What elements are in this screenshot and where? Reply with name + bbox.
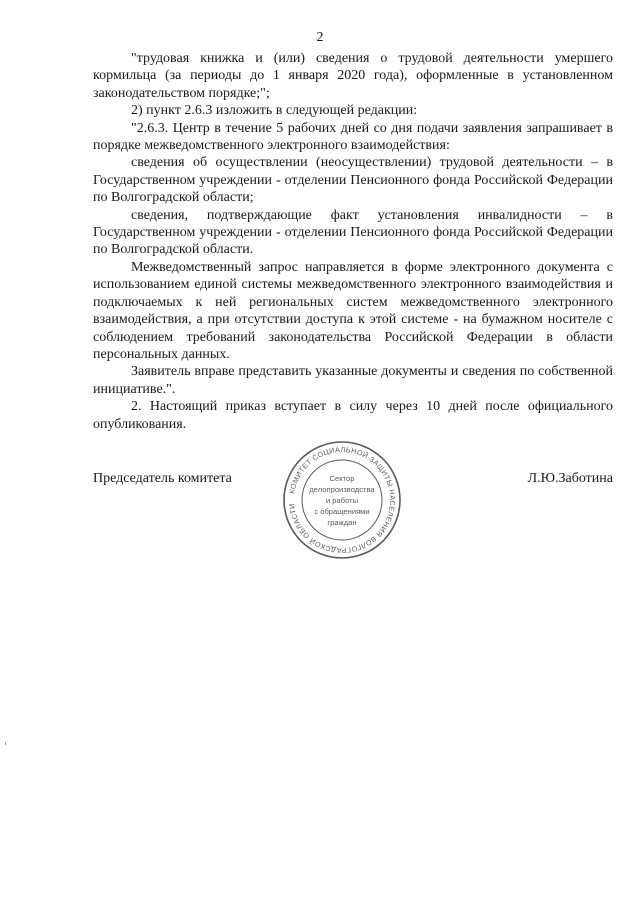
stamp-center-line-2: делопроизводства: [309, 485, 375, 494]
signer-name: Л.Ю.Заботина: [527, 471, 613, 486]
stamp-center-line-5: граждан: [327, 518, 357, 527]
paragraph-workbook: "трудовая книжка и (или) сведения о трудовой деятельности умершего кормильца (за периоды до 1 января 2020 года), оформленные в установленном законодательством порядке;";: [93, 51, 613, 101]
paragraph-applicant-right: Заявитель вправе представить указанные документы и сведения по собственной инициативе.".: [93, 364, 613, 397]
paragraph-clause-2-6-3-intro: 2) пункт 2.6.3 изложить в следующей редакции:: [131, 103, 418, 119]
stamp-center-line-3: и работы: [325, 496, 359, 505]
page-number: 2: [316, 30, 324, 45]
stamp-ring-textpath: КОМИТЕТ СОЦИАЛЬНОЙ ЗАЩИТЫ НАСЕЛЕНИЯ ВОЛГОГРАДСКОЙ ОБЛАСТИ: [287, 444, 398, 556]
signer-title: Председатель комитета: [93, 471, 232, 486]
paragraph-clause-2-6-3: "2.6.3. Центр в течение 5 рабочих дней со дня подачи заявления запрашивает в порядке межведомственного электронного взаимодействия:: [93, 120, 613, 154]
paragraph-disability-info: сведения, подтверждающие факт установления инвалидности – в Государственном учреждении - отделении Пенсионного фонда Российской Федерации по Волгоградской области.: [93, 207, 613, 258]
paragraph-employment-info: сведения об осуществлении (неосуществлении) трудовой деятельности – в Государственном учреждении - отделении Пенсионного фонда Российской Федерации по Волгоградской области;: [93, 155, 613, 206]
paragraph-interagency-request: Межведомственный запрос направляется в форме электронного документа с использованием единой системы межведомственного электронного взаимодействия и подключаемых к ней региональных систем межведомственного электронного взаимодействия, а при отсутствии доступа к этой системе - на бумажном носителе с соблюдением требований законодательства Российской Федерации в области персональных данных.: [93, 259, 613, 362]
stamp-graphic: [278, 440, 406, 560]
stamp-center-line-1: Сектор: [329, 474, 355, 483]
paragraph-effective-date: 2. Настоящий приказ вступает в силу через 10 дней после официального опубликования.: [93, 399, 613, 432]
stamp-center-line-4: с обращениями: [314, 507, 370, 516]
official-stamp: [278, 440, 406, 560]
document-body: [93, 50, 613, 433]
scan-artifact: [5, 742, 6, 745]
